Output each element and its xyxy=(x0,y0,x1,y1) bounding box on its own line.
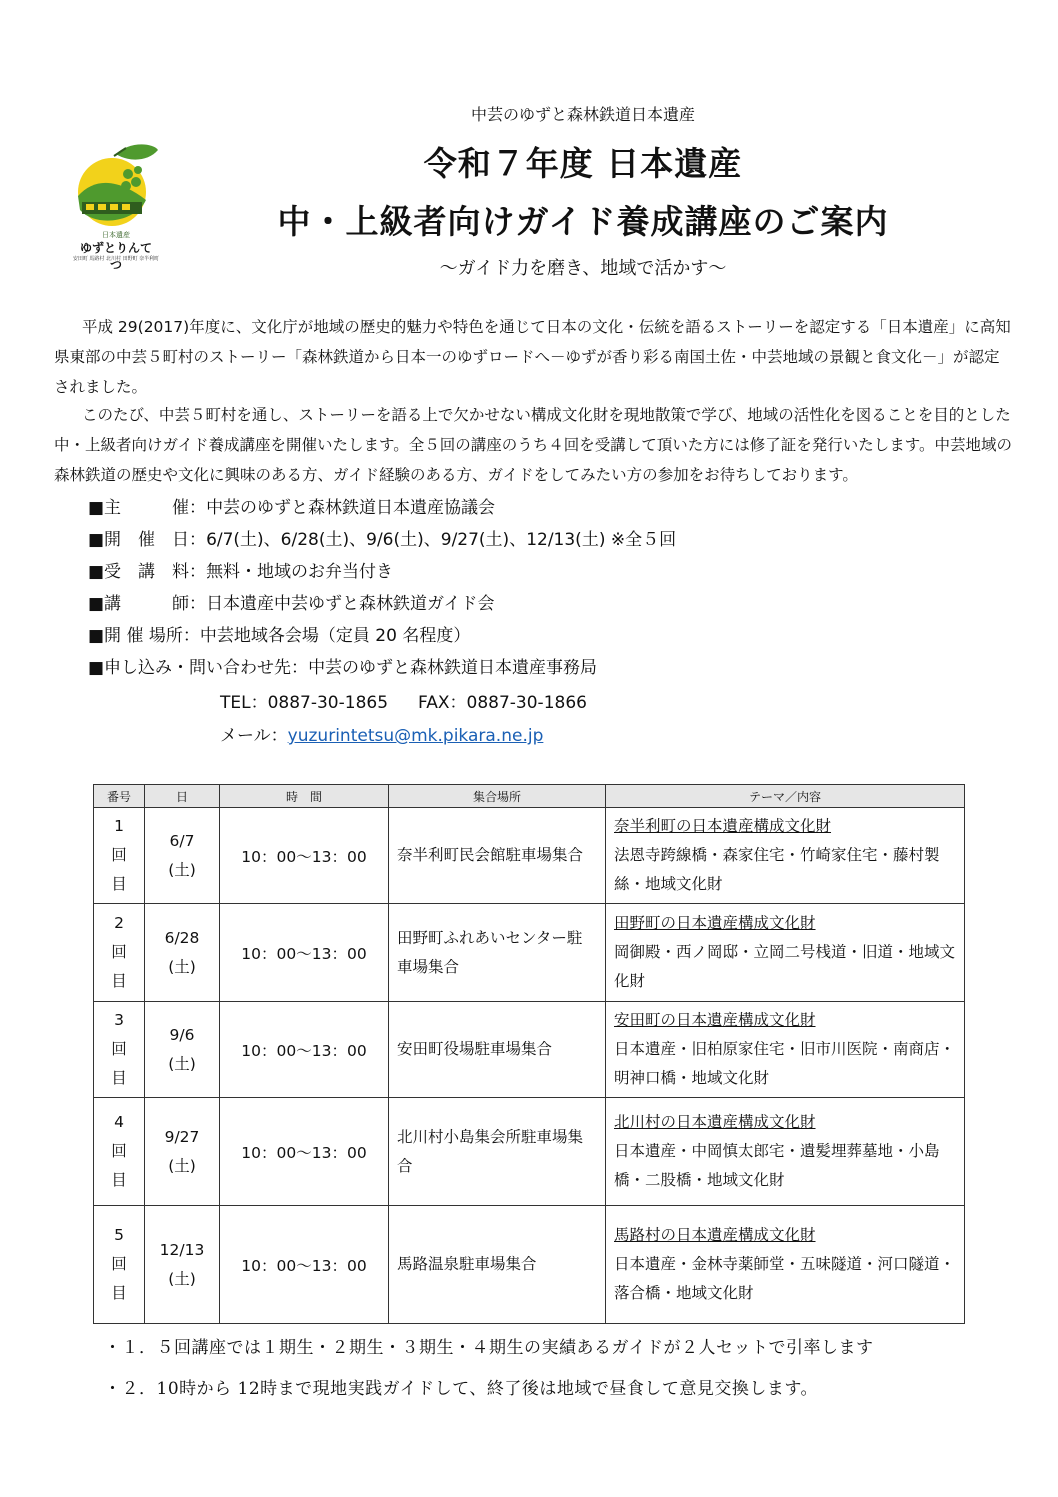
session-theme: 馬路村の日本遺産構成文化財 日本遺産・金林寺薬師堂・五味隧道・河口隧道・落合橋・地域文化財 xyxy=(606,1206,965,1324)
table-row xyxy=(94,808,965,904)
session-place: 安田町役場駐車場集合 xyxy=(389,1002,606,1098)
page-title-line1: 令和７年度 日本遺産 xyxy=(423,144,743,183)
info-dates xyxy=(88,524,676,556)
table-row xyxy=(94,1002,965,1098)
session-time: 10：00～13：00 xyxy=(220,904,389,1002)
info-value: 中芸のゆずと森林鉄道日本遺産事務局 xyxy=(308,658,598,678)
logo-text-bottom: 安田町 馬路村 北川村 田野町 奈半利町 xyxy=(72,256,160,262)
info-label: ■主 催： xyxy=(88,498,207,518)
session-place: 馬路温泉駐車場集合 xyxy=(389,1206,606,1324)
note-1: ・１．５回講座では１期生・２期生・３期生・４期生の実績あるガイドが２人セットで引率します xyxy=(104,1338,874,1358)
intro-paragraph-1: 平成 29(2017)年度に、文化庁が地域の歴史的魅力や特色を通じて日本の文化・伝統を語るストーリーを認定する「日本遺産」に高知県東部の中芸５町村のストーリー「森林鉄道から日本一のゆずロードへ－ゆずが香り彩る南国土佐・中芸地域の景観と食文化－」が認定されました。 xyxy=(54,318,1011,396)
session-theme: 奈半利町の日本遺産構成文化財 法恩寺跨線橋・森家住宅・竹崎家住宅・藤村製絲・地域文化財 xyxy=(606,808,965,904)
session-date: 9/27 (土) xyxy=(145,1098,220,1206)
page-title-line2: 中・上級者向けガイド養成講座のご案内 xyxy=(277,202,889,241)
session-place: 田野町ふれあいセンター駐車場集合 xyxy=(389,904,606,1002)
session-time: 10：00～13：00 xyxy=(220,1098,389,1206)
session-time: 10：00～13：00 xyxy=(220,1002,389,1098)
info-fee xyxy=(88,556,393,588)
session-theme: 北川村の日本遺産構成文化財 日本遺産・中岡慎太郎宅・遺髪埋葬墓地・小島橋・二股橋・地域文化財 xyxy=(606,1098,965,1206)
contact-mail xyxy=(220,721,543,746)
contact-fax: FAX：0887-30-1866 xyxy=(418,693,587,713)
info-value: 6/7(土)、6/28(土)、9/6(土)、9/27(土)、12/13(土) ※全５回 xyxy=(206,530,677,550)
session-theme: 田野町の日本遺産構成文化財 岡御殿・西ノ岡邸・立岡二号桟道・旧道・地域文化財 xyxy=(606,904,965,1002)
contact-phone-fax xyxy=(220,688,587,713)
session-place: 北川村小島集会所駐車場集合 xyxy=(389,1098,606,1206)
logo-text-top: 日本遺産 xyxy=(102,231,130,239)
session-time: 10：00～13：00 xyxy=(220,808,389,904)
session-number: 5 回 目 xyxy=(94,1206,145,1324)
info-lecturer xyxy=(88,588,495,620)
table-row xyxy=(94,904,965,1002)
info-label: ■講 師： xyxy=(88,594,207,614)
session-date: 9/6 (土) xyxy=(145,1002,220,1098)
col-header-date: 日 xyxy=(145,785,220,808)
col-header-theme: テーマ／内容 xyxy=(606,785,965,808)
info-value: 無料・地域のお弁当付き xyxy=(206,562,394,582)
info-value: 中芸地域各会場（定員 20 名程度） xyxy=(199,626,471,646)
session-number: 1 回 目 xyxy=(94,808,145,904)
logo-text-main: ゆずとりんてつ xyxy=(79,241,152,272)
table-header-row xyxy=(94,785,965,808)
yuzu-rintetsu-logo xyxy=(72,140,162,272)
session-place: 奈半利町民会館駐車場集合 xyxy=(389,808,606,904)
session-theme: 安田町の日本遺産構成文化財 日本遺産・旧柏原家住宅・旧市川医院・南商店・明神口橋・地域文化財 xyxy=(606,1002,965,1098)
col-header-number: 番号 xyxy=(94,785,145,808)
email-link[interactable]: yuzurintetsu@mk.pikara.ne.jp xyxy=(287,726,544,746)
info-label: ■申し込み・問い合わせ先： xyxy=(88,658,309,678)
info-value: 中芸のゆずと森林鉄道日本遺産協議会 xyxy=(206,498,496,518)
table-row xyxy=(94,1098,965,1206)
session-number: 2 回 目 xyxy=(94,904,145,1002)
info-venue xyxy=(88,620,470,652)
col-header-place: 集合場所 xyxy=(389,785,606,808)
session-time: 10：00～13：00 xyxy=(220,1206,389,1324)
info-label: ■開 催 場所： xyxy=(88,626,200,646)
info-label: ■受 講 料： xyxy=(88,562,207,582)
contact-mail-label: メール： xyxy=(220,726,288,746)
contact-tel: TEL：0887-30-1865 xyxy=(220,693,389,713)
table-row xyxy=(94,1206,965,1324)
col-header-time: 時 間 xyxy=(220,785,389,808)
session-date: 12/13 (土) xyxy=(145,1206,220,1324)
note-2: ・２．10時から 12時まで現地実践ガイドして、終了後は地域で昼食して意見交換します。 xyxy=(104,1379,818,1399)
session-date: 6/7 (土) xyxy=(145,808,220,904)
info-label: ■開 催 日： xyxy=(88,530,207,550)
session-number: 4 回 目 xyxy=(94,1098,145,1206)
info-host xyxy=(88,492,495,524)
page-subtitle: ～ガイド力を磨き、地域で活かす～ xyxy=(439,258,727,279)
info-value: 日本遺産中芸ゆずと森林鉄道ガイド会 xyxy=(206,594,495,614)
session-date: 6/28 (土) xyxy=(145,904,220,1002)
intro-paragraph-2: このたび、中芸５町村を通し、ストーリーを語る上で欠かせない構成文化財を現地散策で学び、地域の活性化を図ることを目的とした中・上級者向けガイド養成講座を開催いたします。全５回の講座のうち４回を受講して頂いた方には修了証を発行いたします。中芸地域の森林鉄道の歴史や文化に興味のある方、ガイド経験のある方、ガイドをしてみたい方の参加をお待ちしております。 xyxy=(54,406,1013,484)
session-number: 3 回 目 xyxy=(94,1002,145,1098)
header-kicker: 中芸のゆずと森林鉄道日本遺産 xyxy=(470,105,695,124)
info-contact xyxy=(88,652,597,684)
schedule-table xyxy=(93,784,965,1324)
